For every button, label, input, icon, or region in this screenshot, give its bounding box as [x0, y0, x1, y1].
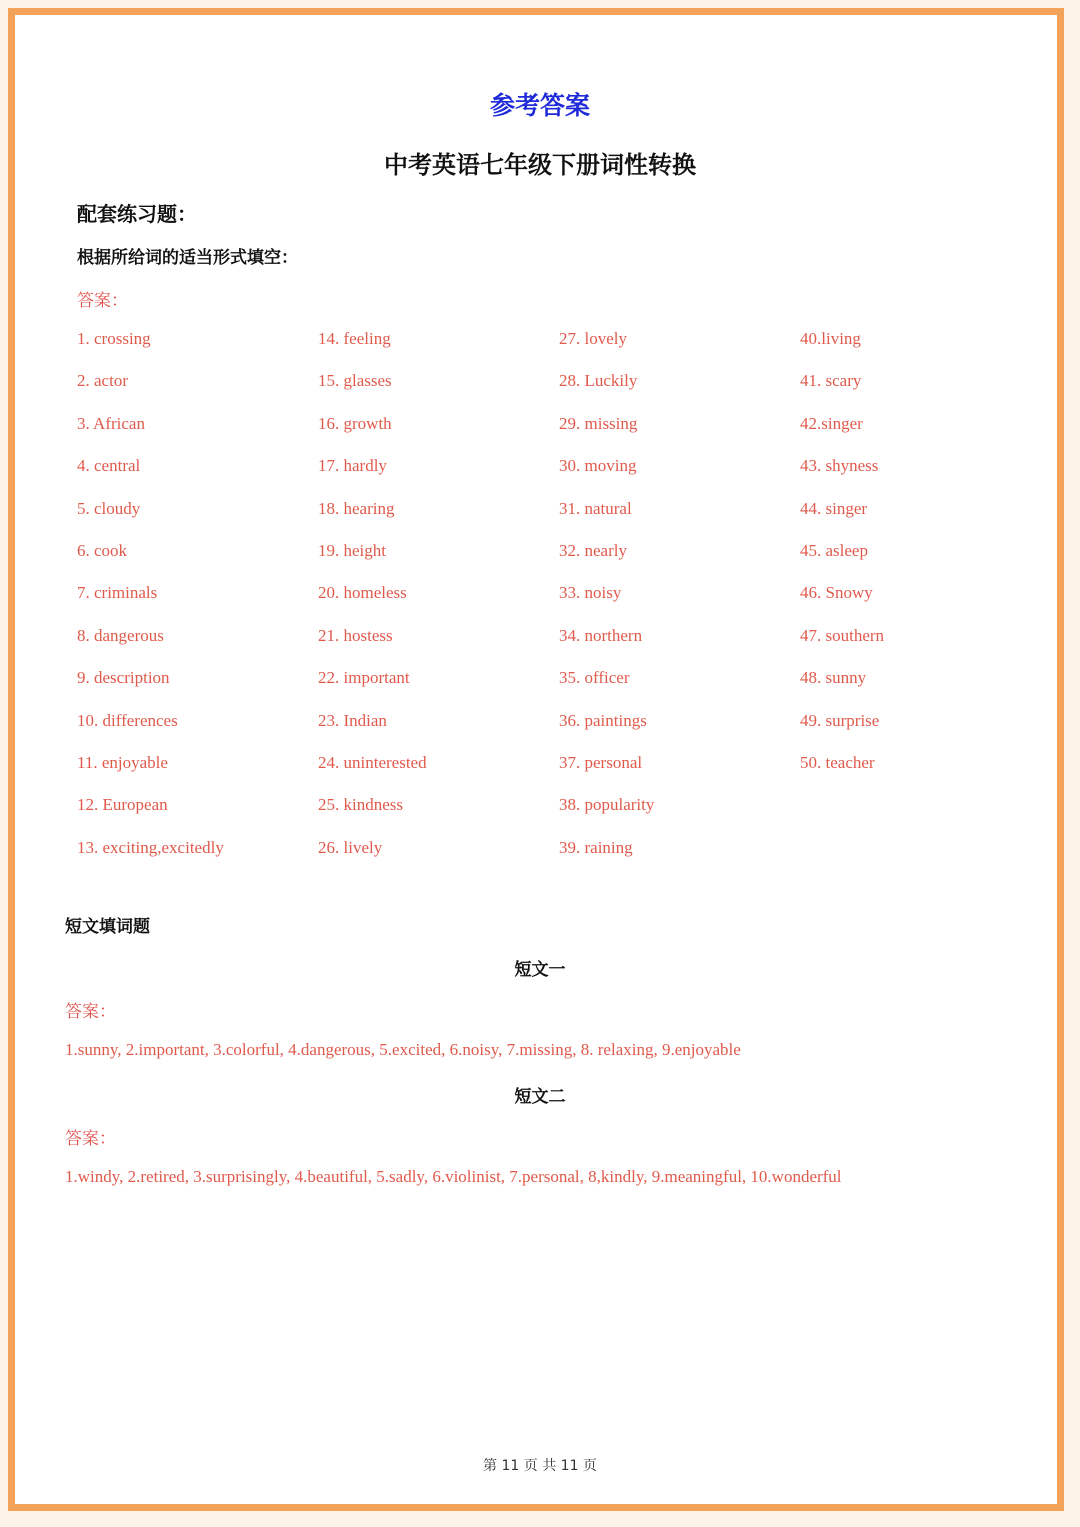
answer-item: 18. hearing	[318, 498, 395, 518]
answer-item: 36. paintings	[559, 710, 647, 730]
answer-item: 22. important	[318, 668, 410, 688]
answer-item: 25. kindness	[318, 795, 403, 815]
answer-item: 28. Luckily	[559, 371, 638, 391]
answer-item: 33. noisy	[559, 583, 622, 603]
answer-item: 21. hostess	[318, 625, 393, 645]
answer-item: 9. description	[77, 668, 170, 688]
passage-2-answers: 1.windy, 2.retired, 3.surprisingly, 4.beautiful, 5.sadly, 6.violinist, 7.personal, 8,kindly, 9.meaningful, 10.wonderful	[65, 1167, 842, 1186]
answer-item: 26. lively	[318, 837, 383, 857]
answer-item: 47. southern	[800, 625, 885, 645]
answer-column-2	[318, 327, 558, 878]
answer-item: 8. dangerous	[77, 625, 164, 645]
answer-item: 37. personal	[559, 752, 643, 772]
word-form-answer-grid	[77, 327, 1041, 887]
answer-item: 5. cloudy	[77, 498, 141, 518]
answer-item: 39. raining	[559, 837, 633, 857]
answer-item: 50. teacher	[800, 752, 875, 772]
answer-column-3	[559, 327, 799, 878]
answer-item: 38. popularity	[559, 795, 655, 815]
document-title: 中考英语七年级下册词性转换	[384, 151, 696, 179]
answer-item: 45. asleep	[800, 540, 868, 560]
answer-item: 13. exciting,excitedly	[77, 837, 224, 857]
answer-item: 31. natural	[559, 498, 632, 518]
answer-item: 40.living	[800, 329, 861, 348]
answer-item: 35. officer	[559, 668, 630, 688]
answer-item: 29. missing	[559, 413, 638, 433]
answer-item: 43. shyness	[800, 456, 879, 476]
passage-1-answer-label: 答案：	[65, 1002, 116, 1022]
answer-item: 30. moving	[559, 456, 637, 476]
answer-item: 16. growth	[318, 413, 392, 433]
answer-item: 46. Snowy	[800, 583, 873, 603]
answer-item: 19. height	[318, 540, 386, 560]
answer-item: 14. feeling	[318, 329, 391, 348]
answer-item: 23. Indian	[318, 710, 387, 730]
passage-2-answer-label: 答案：	[65, 1129, 116, 1149]
instruction-text: 根据所给词的适当形式填空：	[77, 248, 298, 268]
passage-1-answers: 1.sunny, 2.important, 3.colorful, 4.dangerous, 5.excited, 6.noisy, 7.missing, 8. relaxing, 9.enjoyable	[65, 1040, 741, 1059]
answer-column-4	[800, 327, 1040, 793]
answer-item: 12. European	[77, 795, 168, 815]
answer-item: 3. African	[77, 413, 145, 433]
answer-item: 41. scary	[800, 371, 862, 391]
answer-label: 答案：	[77, 291, 128, 311]
answer-item: 42.singer	[800, 413, 863, 433]
answer-item: 27. lovely	[559, 329, 627, 348]
passage-section-heading: 短文填词题	[65, 917, 150, 937]
answer-item: 1. crossing	[77, 329, 151, 348]
answer-item: 11. enjoyable	[77, 752, 168, 772]
passage-1-title: 短文一	[514, 960, 566, 980]
answer-item: 32. nearly	[559, 540, 627, 560]
answer-key-label: 参考答案	[489, 91, 590, 120]
answer-item: 20. homeless	[318, 583, 407, 603]
answer-item: 2. actor	[77, 371, 128, 391]
answer-item: 7. criminals	[77, 583, 158, 603]
answer-item: 44. singer	[800, 498, 868, 518]
answer-column-1	[77, 327, 317, 878]
answer-item: 10. differences	[77, 710, 178, 730]
answer-item: 4. central	[77, 456, 141, 476]
answer-item: 49. surprise	[800, 710, 880, 730]
page-footer: 第 11 页 共 11 页	[483, 1458, 597, 1474]
answer-item: 34. northern	[559, 625, 643, 645]
passage-2-title: 短文二	[514, 1087, 566, 1107]
answer-item: 15. glasses	[318, 371, 392, 391]
answer-item: 17. hardly	[318, 456, 387, 476]
answer-item: 24. uninterested	[318, 752, 427, 772]
answer-item: 6. cook	[77, 540, 128, 560]
answer-item: 48. sunny	[800, 668, 867, 688]
exercise-heading: 配套练习题：	[77, 202, 197, 226]
